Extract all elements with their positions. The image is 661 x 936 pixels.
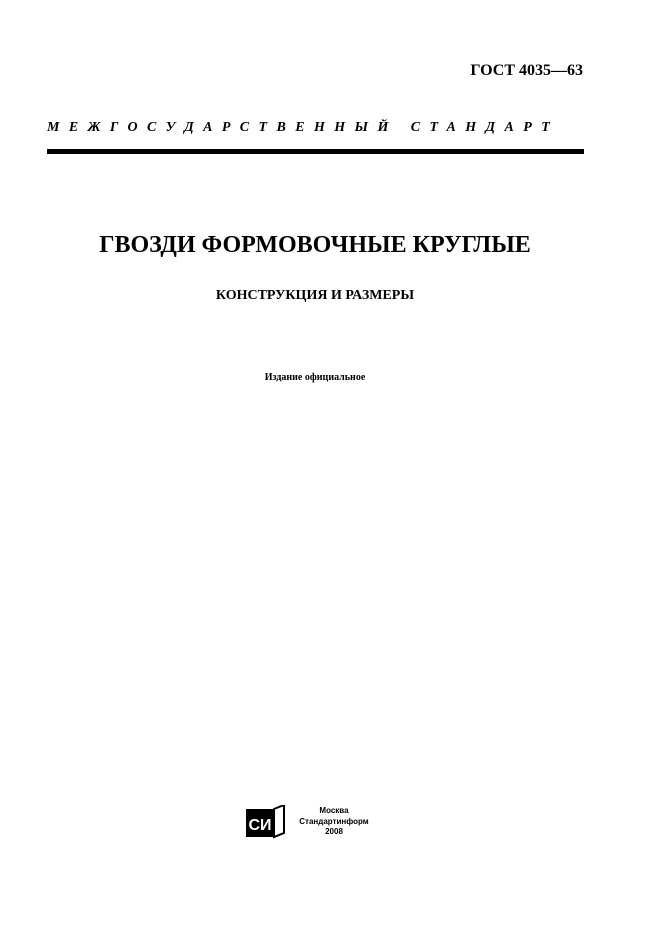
document-title: ГВОЗДИ ФОРМОВОЧНЫЕ КРУГЛЫЕ [99,232,531,258]
publisher-year: 2008 [325,827,343,836]
standard-type-heading: МЕЖГОСУДАРСТВЕННЫЙ СТАНДАРТ [47,120,560,135]
edition-note: Издание официальное [264,372,366,383]
svg-text:СИ: СИ [248,817,272,834]
publisher-block [290,806,378,838]
publisher-city: Москва [319,806,349,815]
header-rule [47,149,584,154]
document-subtitle: КОНСТРУКЦИЯ И РАЗМЕРЫ [215,288,415,303]
document-number: ГОСТ 4035—63 [470,62,583,79]
standartinform-logo-icon [246,805,286,839]
publisher-name: Стандартинформ [299,816,369,826]
